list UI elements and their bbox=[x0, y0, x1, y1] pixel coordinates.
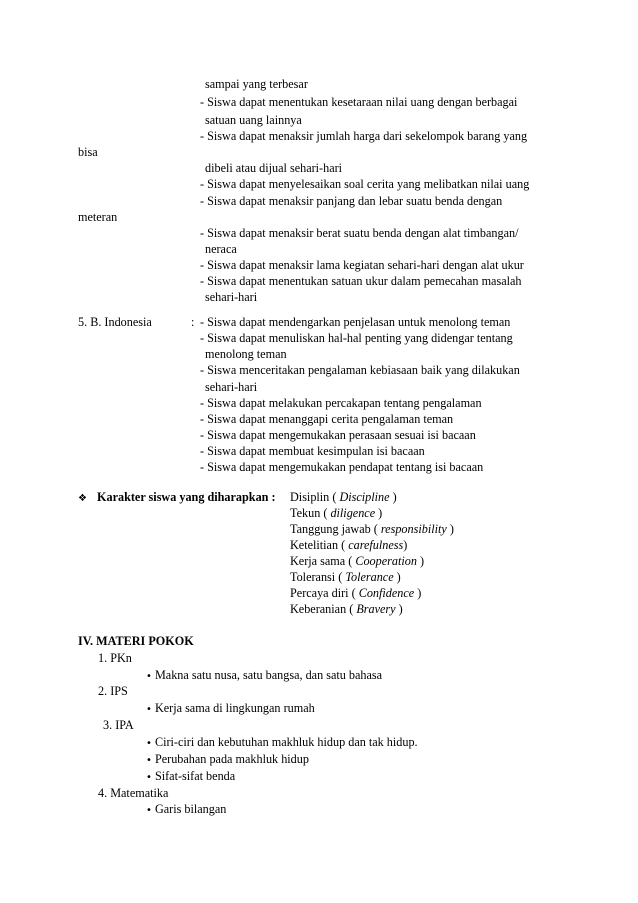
bullet-icon: • bbox=[146, 755, 152, 766]
bullet-icon: • bbox=[146, 671, 152, 682]
karakter-item: Percaya diri ( Confidence ) bbox=[290, 586, 422, 600]
diamond-bullet-icon: ❖ bbox=[78, 493, 87, 504]
bindo-line-7: - Siswa dapat menanggapi cerita pengalaman teman bbox=[200, 412, 454, 426]
materi-subject-ips: 2. IPS bbox=[98, 684, 128, 698]
materi-item: • Kerja sama di lingkungan rumah bbox=[146, 701, 315, 715]
materi-item: • Sifat-sifat benda bbox=[146, 769, 236, 783]
mat-line-12: - Siswa dapat menaksir lama kegiatan sehari-hari dengan alat ukur bbox=[200, 258, 524, 272]
mat-line-7: - Siswa dapat menyelesaikan soal cerita yang melibatkan nilai uang bbox=[200, 177, 530, 191]
karakter-item: Disiplin ( Discipline ) bbox=[290, 490, 397, 504]
mat-line-5: bisa bbox=[78, 145, 98, 159]
mat-line-11: neraca bbox=[205, 242, 237, 256]
materi-item: • Ciri-ciri dan kebutuhan makhluk hidup dan tak hidup. bbox=[146, 735, 418, 749]
mat-line-10: - Siswa dapat menaksir berat suatu benda dengan alat timbangan/ bbox=[200, 226, 519, 240]
mat-line-3: satuan uang lainnya bbox=[205, 113, 302, 127]
bindo-line-2: - Siswa dapat menuliskan hal-hal penting yang didengar tentang bbox=[200, 331, 513, 345]
bullet-icon: • bbox=[146, 805, 152, 816]
bindo-line-10: - Siswa dapat mengemukakan pendapat tentang isi bacaan bbox=[200, 460, 484, 474]
karakter-item: Keberanian ( Bravery ) bbox=[290, 602, 403, 616]
mat-line-9: meteran bbox=[78, 210, 118, 224]
karakter-item: Tekun ( diligence ) bbox=[290, 506, 383, 520]
bindo-colon: : bbox=[191, 315, 195, 329]
bindo-line-5: sehari-hari bbox=[205, 380, 258, 394]
materi-subject-pkn: 1. PKn bbox=[98, 651, 132, 665]
karakter-item: Tanggung jawab ( responsibility ) bbox=[290, 522, 454, 536]
materi-item: • Makna satu nusa, satu bangsa, dan satu bahasa bbox=[146, 668, 383, 682]
mat-line-6: dibeli atau dijual sehari-hari bbox=[205, 161, 343, 175]
materi-subject-ipa: 3. IPA bbox=[103, 718, 134, 732]
bindo-label: 5. B. Indonesia bbox=[78, 315, 152, 329]
materi-item: • Perubahan pada makhluk hidup bbox=[146, 752, 309, 766]
bindo-line-9: - Siswa dapat membuat kesimpulan isi bacaan bbox=[200, 444, 425, 458]
mat-line-2: - Siswa dapat menentukan kesetaraan nilai uang dengan berbagai bbox=[200, 95, 518, 109]
section-heading: IV. MATERI POKOK bbox=[78, 634, 194, 648]
karakter-item: Kerja sama ( Cooperation ) bbox=[290, 554, 425, 568]
mat-line-13: - Siswa dapat menentukan satuan ukur dalam pemecahan masalah bbox=[200, 274, 522, 288]
bullet-icon: • bbox=[146, 738, 152, 749]
bullet-icon: • bbox=[146, 704, 152, 715]
bindo-line-8: - Siswa dapat mengemukakan perasaan sesuai isi bacaan bbox=[200, 428, 476, 442]
bindo-line-3: menolong teman bbox=[205, 347, 287, 361]
materi-subject-matematika: 4. Matematika bbox=[98, 786, 169, 800]
mat-line-4: - Siswa dapat menaksir jumlah harga dari sekelompok barang yang bbox=[200, 129, 528, 143]
karakter-item: Toleransi ( Tolerance ) bbox=[290, 570, 401, 584]
karakter-label: Karakter siswa yang diharapkan : bbox=[97, 490, 276, 504]
bindo-line-1: - Siswa dapat mendengarkan penjelasan untuk menolong teman bbox=[200, 315, 511, 329]
mat-line-1: sampai yang terbesar bbox=[205, 77, 308, 91]
bindo-line-6: - Siswa dapat melakukan percakapan tentang pengalaman bbox=[200, 396, 482, 410]
karakter-item: Ketelitian ( carefulness) bbox=[290, 538, 408, 552]
bindo-line-4: - Siswa menceritakan pengalaman kebiasaan baik yang dilakukan bbox=[200, 363, 520, 377]
mat-line-8: - Siswa dapat menaksir panjang dan lebar suatu benda dengan bbox=[200, 194, 503, 208]
mat-line-14: sehari-hari bbox=[205, 290, 258, 304]
materi-item: • Garis bilangan bbox=[146, 802, 227, 816]
bullet-icon: • bbox=[146, 772, 152, 783]
